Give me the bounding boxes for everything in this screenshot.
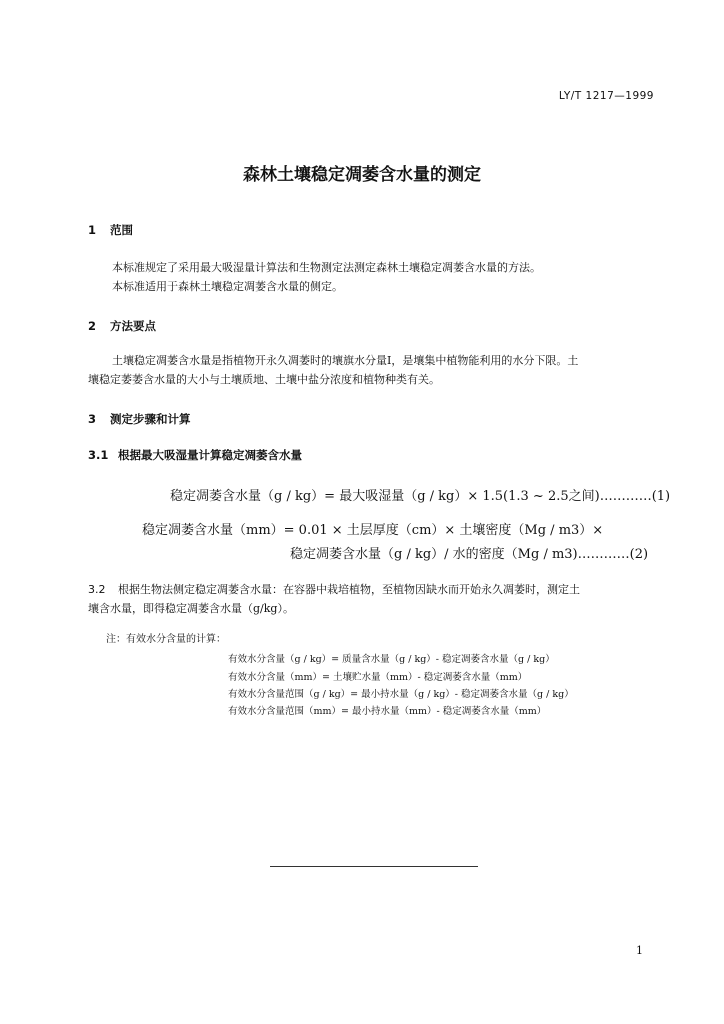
note-label: 注：有效水分含量的计算： xyxy=(106,634,226,645)
section-3-1-heading xyxy=(88,447,302,463)
note-line: 有效水分含量范围（g / kg）= 最小持水量（g / kg）- 稳定凋萎含水量（g / kg） xyxy=(228,689,574,700)
section-title: 方法要点 xyxy=(110,319,156,333)
document-title: 森林土壤稳定凋萎含水量的测定 xyxy=(243,165,481,185)
section-3-heading xyxy=(88,411,191,427)
formula-1: 稳定凋萎含水量（g / kg）= 最大吸湿量（g / kg）× 1.5(1.3 ~ 2.5之间)…………(1) xyxy=(170,489,671,504)
note-line: 有效水分含量（g / kg）= 质量含水量（g / kg）- 稳定凋萎含水量（g / kg） xyxy=(228,654,555,665)
formula-2-line-2: 稳定凋萎含水量（g / kg）/ 水的密度（Mg / m3)…………(2) xyxy=(290,547,649,562)
section-title: 范围 xyxy=(110,223,133,237)
note-line: 有效水分含量（mm）= 土壤贮水量（mm）- 稳定凋萎含水量（mm） xyxy=(228,672,528,683)
formula-2-line-1: 稳定凋萎含水量（mm）= 0.01 × 土层厚度（cm）× 土壤密度（Mg / m3）× xyxy=(142,523,604,538)
section-number: 2 xyxy=(88,319,97,333)
section-number: 3.1 xyxy=(88,448,109,462)
paragraph-line: 壤含水量，即得稳定凋萎含水量（g/kg）。 xyxy=(88,602,294,615)
paragraph-text: 根据生物法侧定稳定凋萎含水量：在容器中栽培植物，至植物因缺水而开始永久凋萎时，测定土 xyxy=(118,583,580,596)
paragraph-line: 本标准适用于森林土壤稳定凋萎含水量的侧定。 xyxy=(112,280,343,293)
section-title: 根据最大吸湿量计算稳定凋萎含水量 xyxy=(118,448,302,462)
section-3-2-line-1 xyxy=(88,580,580,599)
note-line: 有效水分含量范围（mm）= 最小持水量（mm）- 稳定凋萎含水量（mm） xyxy=(228,706,547,717)
page-number: 1 xyxy=(636,944,643,957)
section-title: 测定步骤和计算 xyxy=(110,412,191,426)
section-number: 3 xyxy=(88,412,97,426)
paragraph-line: 土壤稳定凋萎含水量是指植物开永久凋萎时的壤旗水分量I，是壤集中植物能利用的水分下限。土 xyxy=(112,354,579,367)
section-1-heading xyxy=(88,222,133,238)
section-number: 1 xyxy=(88,223,97,237)
footer-rule xyxy=(270,866,478,867)
paragraph-line: 壤稳定萎萎含水量的大小与土壤质地、土壤中盐分浓度和植物种类有关。 xyxy=(88,373,440,386)
paragraph-line: 本标准规定了采用最大吸湿量计算法和生物测定法测定森林土壤稳定凋萎含水量的方法。 xyxy=(112,261,541,274)
standard-code: LY/T 1217—1999 xyxy=(558,90,654,102)
section-2-heading xyxy=(88,318,156,334)
section-number: 3.2 xyxy=(88,583,106,596)
